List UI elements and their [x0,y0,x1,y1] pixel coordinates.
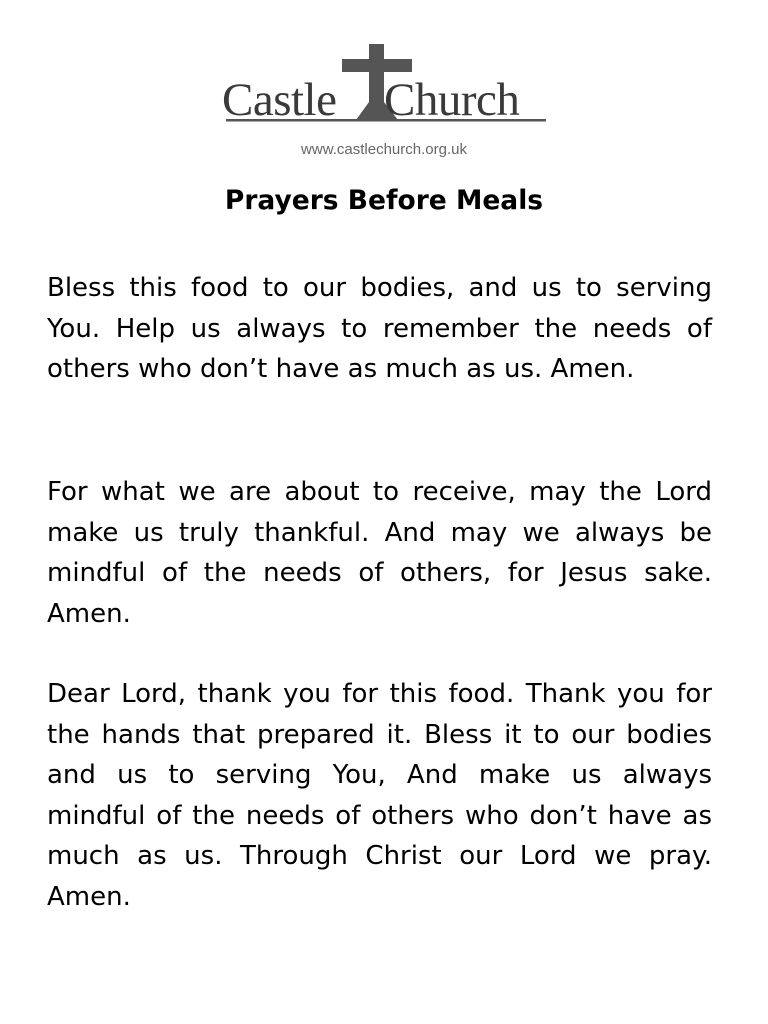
logo-word-castle: Castle [222,74,337,126]
prayer-paragraph-2: For what we are about to receive, may the Lord make us truly thankful. And may we always be mindful of the needs of others, for Jesus sake. Amen. [47,477,712,629]
church-logo [222,40,546,165]
prayer-paragraph-1: Bless this food to our bodies, and us to serving You. Help us always to remember the needs of others who don’t have as much as us. Amen. [47,273,712,385]
prayer-paragraph-3: Dear Lord, thank you for this food. Thank you for the hands that prepared it. Bless it to our bodies and us to serving You, And make us always mindful of the needs of others who don’t have as much as us. Through Christ our Lord we pray. Amen. [47,679,712,912]
logo-word-church: Church [384,74,520,126]
website-url: www.castlechurch.org.uk [301,141,467,158]
page-title: Prayers Before Meals [224,185,544,216]
